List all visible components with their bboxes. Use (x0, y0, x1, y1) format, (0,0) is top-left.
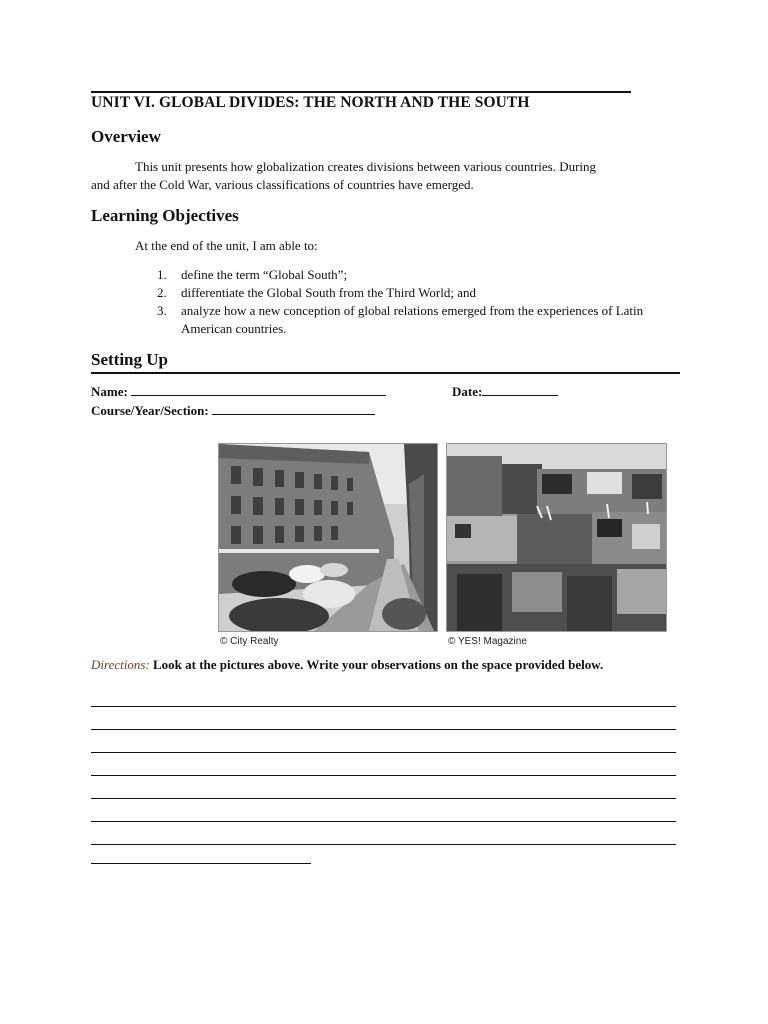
objective-item: 3. analyze how a new conception of global relations emerged from the experiences of Latin American countries. (157, 303, 644, 336)
top-rule (91, 91, 631, 93)
overview-line-1: This unit presents how globalization creates divisions between various countries. During (135, 159, 597, 174)
answer-line[interactable] (91, 775, 676, 776)
objectives-intro: At the end of the unit, I am able to: (135, 238, 318, 253)
slum-houses-photo-credit: © YES! Magazine (448, 636, 527, 647)
directions-label: Directions: (91, 657, 150, 672)
directions-text: Look at the pictures above. Write your observations on the space provided below. (152, 657, 604, 672)
overview-line-2: and after the Cold War, various classifications of countries have emerged. (91, 177, 474, 192)
name-label: Name: (91, 384, 128, 399)
date-field (452, 383, 558, 400)
learning-objectives-heading: Learning Objectives (91, 206, 239, 225)
directions (91, 657, 603, 673)
objective-item: 2. differentiate the Global South from the Third World; and (157, 285, 477, 300)
setting-up-rule (91, 372, 680, 374)
city-street-photo (218, 443, 438, 632)
answer-line[interactable] (91, 863, 311, 864)
objective-item: 1. define the term “Global South”; (157, 267, 348, 282)
overview-heading: Overview (91, 127, 161, 146)
answer-line[interactable] (91, 729, 676, 730)
answer-line[interactable] (91, 706, 676, 707)
course-year-section-label: Course/Year/Section: (91, 403, 209, 418)
unit-title: UNIT VI. GLOBAL DIVIDES: THE NORTH AND THE SOUTH (91, 94, 530, 111)
name-field (91, 383, 386, 400)
course-year-section-field (91, 402, 375, 419)
answer-line[interactable] (91, 798, 676, 799)
date-label: Date: (452, 384, 483, 399)
setting-up-heading: Setting Up (91, 350, 168, 369)
name-blank[interactable] (131, 383, 386, 396)
course-year-section-blank[interactable] (212, 402, 375, 415)
answer-line[interactable] (91, 844, 676, 845)
overview-paragraph (91, 158, 681, 194)
date-blank[interactable] (482, 383, 558, 396)
city-street-photo-credit: © City Realty (220, 636, 279, 647)
answer-line[interactable] (91, 752, 676, 753)
objectives-list (157, 266, 682, 338)
slum-houses-photo (446, 443, 667, 632)
answer-line[interactable] (91, 821, 676, 822)
